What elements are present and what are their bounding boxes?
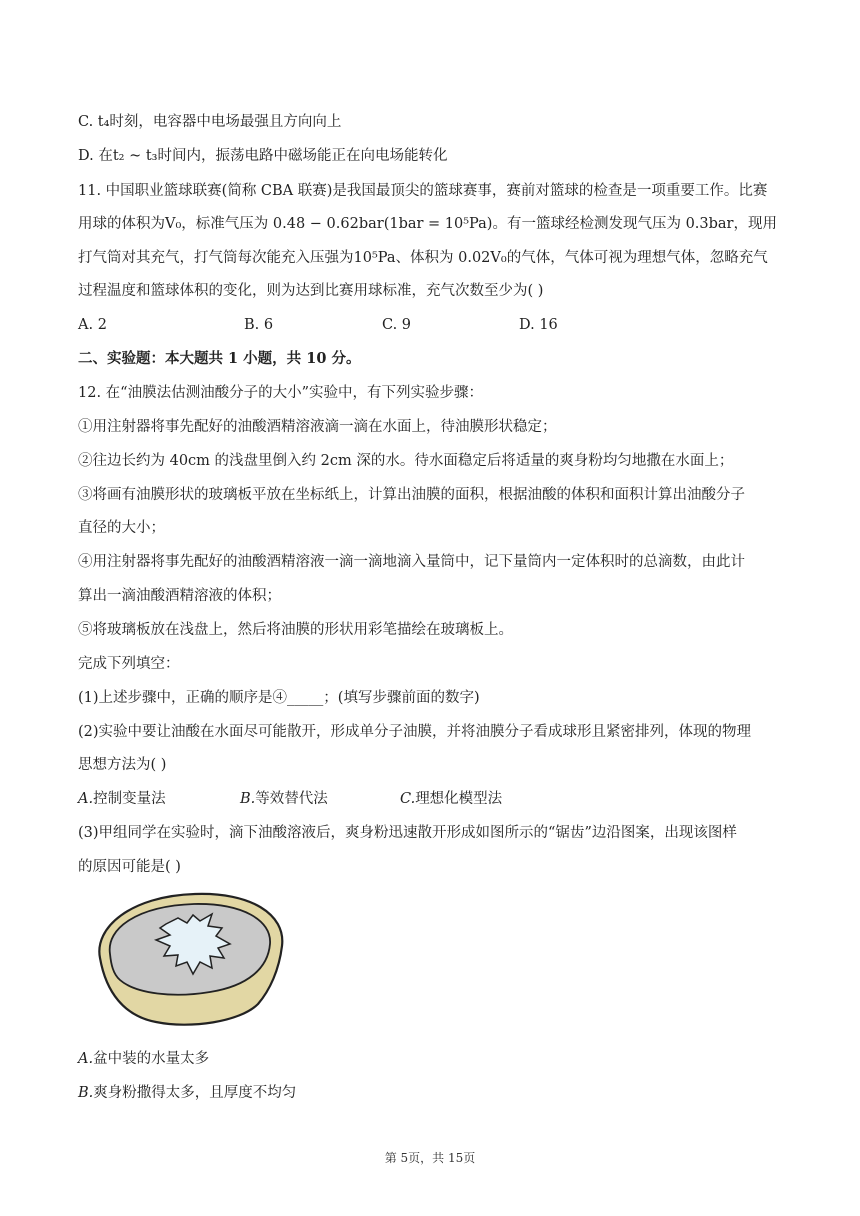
q12-intro: 12. 在“油膜法估测油酸分子的大小”实验中，有下列实验步骤：	[78, 385, 483, 401]
q11-option-d: D. 16	[519, 317, 558, 333]
fill-title: 完成下列填空：	[78, 656, 180, 672]
q12-sub2-line-1: (2)实验中要让油酸在水面尽可能散开，形成单分子油膜，并将油膜分子看成球形且紧密排列，体现的物理	[78, 724, 752, 740]
q11-option-c: C. 9	[382, 317, 412, 333]
q12-sub3-option-b: B.爽身粉撒得太多，且厚度不均匀	[78, 1085, 297, 1101]
section-heading: 二、实验题：本大题共 1 小题，共 10 分。	[78, 350, 361, 367]
q12-sub3-option-a: A.盆中装的水量太多	[78, 1051, 210, 1067]
page-footer: 第 5页，共 15页	[384, 1151, 476, 1165]
q12-sub3-line-1: (3)甲组同学在实验时，滴下油酸溶液后，爽身粉迅速散开形成如图所示的“锯齿”边沿图案，出现该图样	[78, 825, 737, 841]
q10-option-c: C. t₄时刻，电容器中电场最强且方向向上	[78, 114, 342, 130]
q11-stem-line-3: 打气筒对其充气，打气筒每次能充入压强为10⁵Pa、体积为 0.02V₀的气体，气体可视为理想气体，忽略充气	[78, 250, 768, 266]
q12-step-1: ①用注射器将事先配好的油酸酒精溶液滴一滴在水面上，待油膜形状稳定；	[78, 419, 557, 435]
q11-stem-line-4: 过程温度和篮球体积的变化，则为达到比赛用球标准，充气次数至少为( )	[78, 283, 544, 299]
q11-stem-line-1: 11. 中国职业篮球联赛(简称 CBA 联赛)是我国最顶尖的篮球赛事，赛前对篮球的检查是一项重要工作。比赛	[78, 183, 768, 199]
q12-step-4-cont: 算出一滴油酸酒精溶液的体积；	[78, 588, 281, 604]
q12-sub2-line-2: 思想方法为( )	[78, 757, 167, 773]
q12-sub1: (1)上述步骤中，正确的顺序是④_____；(填写步骤前面的数字)	[78, 690, 480, 706]
q11-option-b: B. 6	[244, 317, 274, 333]
q12-step-4: ④用注射器将事先配好的油酸酒精溶液一滴一滴地滴入量筒中，记下量筒内一定体积时的总滴数，由此计	[78, 554, 745, 570]
q11-stem-line-2: 用球的体积为V₀，标准气压为 0.48 − 0.62bar(1bar = 10⁵Pa)。有一篮球经检测发现气压为 0.3bar，现用	[78, 216, 777, 232]
tray-oil-film-figure	[90, 888, 290, 1030]
q12-step-5: ⑤将玻璃板放在浅盘上，然后将油膜的形状用彩笔描绘在玻璃板上。	[78, 622, 513, 638]
q12-sub3-line-2: 的原因可能是( )	[78, 859, 181, 875]
q12-sub2-option-c: C.理想化模型法	[400, 791, 503, 807]
q11-option-a: A. 2	[78, 317, 107, 333]
q10-option-d: D. 在t₂ ~ t₃时间内，振荡电路中磁场能正在向电场能转化	[78, 148, 448, 164]
q12-step-3: ③将画有油膜形状的玻璃板平放在坐标纸上，计算出油膜的面积，根据油酸的体积和面积计算出油酸分子	[78, 487, 745, 503]
q12-step-2: ②往边长约为 40cm 的浅盘里倒入约 2cm 深的水。待水面稳定后将适量的爽身粉均匀地撒在水面上；	[78, 453, 734, 469]
q12-sub2-option-b: B.等效替代法	[240, 791, 328, 807]
q12-step-3-cont: 直径的大小；	[78, 520, 165, 536]
q12-sub2-option-a: A.控制变量法	[78, 791, 166, 807]
